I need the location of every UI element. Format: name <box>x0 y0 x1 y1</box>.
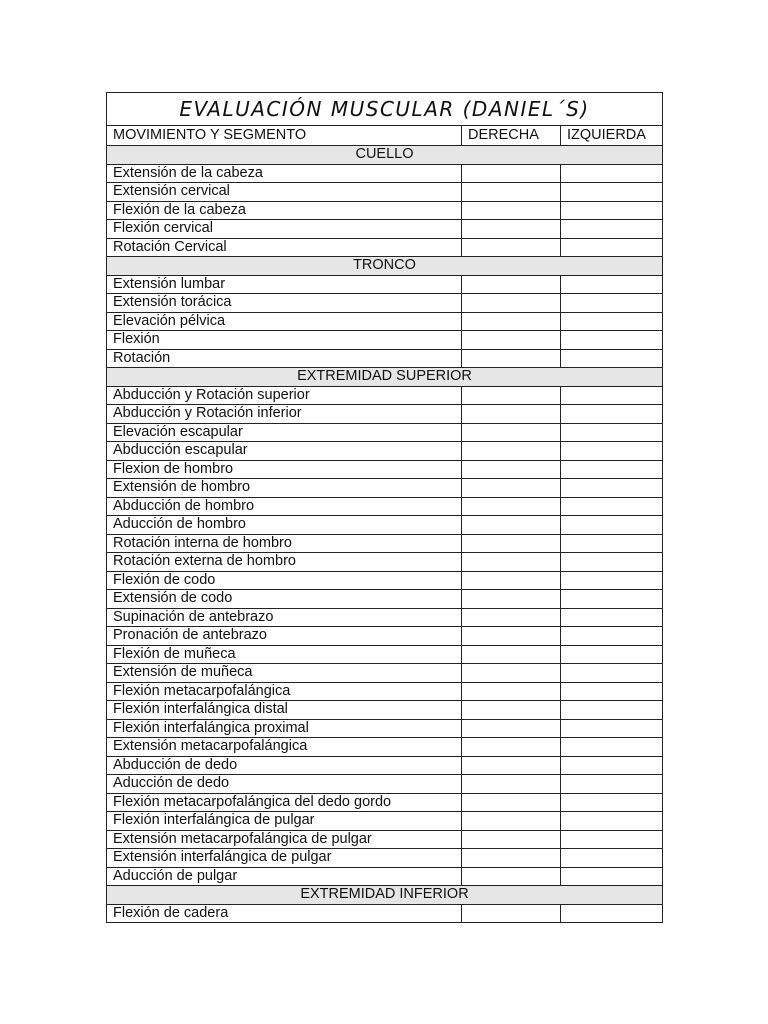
movement-label: Rotación <box>107 349 462 368</box>
table-row <box>107 201 663 220</box>
left-score-cell[interactable] <box>561 682 663 701</box>
movement-label: Extensión de codo <box>107 590 462 609</box>
movement-label: Flexión metacarpofalángica del dedo gordo <box>107 793 462 812</box>
movement-label: Flexión <box>107 331 462 350</box>
header-right: DERECHA <box>462 126 561 146</box>
header-left: IZQUIERDA <box>561 126 663 146</box>
movement-label: Elevación pélvica <box>107 312 462 331</box>
right-score-cell[interactable] <box>462 460 561 479</box>
right-score-cell[interactable] <box>462 627 561 646</box>
movement-label: Rotación externa de hombro <box>107 553 462 572</box>
table-row <box>107 904 663 923</box>
left-score-cell[interactable] <box>561 164 663 183</box>
left-score-cell[interactable] <box>561 460 663 479</box>
muscle-evaluation-table <box>106 92 663 923</box>
left-score-cell[interactable] <box>561 220 663 239</box>
right-score-cell[interactable] <box>462 220 561 239</box>
table-row <box>107 867 663 886</box>
movement-label: Supinación de antebrazo <box>107 608 462 627</box>
movement-label: Pronación de antebrazo <box>107 627 462 646</box>
right-score-cell[interactable] <box>462 682 561 701</box>
section-header: CUELLO <box>107 146 663 165</box>
table-row <box>107 516 663 535</box>
section-row-extremidad-inferior <box>107 886 663 905</box>
table-row <box>107 608 663 627</box>
right-score-cell[interactable] <box>462 738 561 757</box>
left-score-cell[interactable] <box>561 849 663 868</box>
right-score-cell[interactable] <box>462 719 561 738</box>
movement-label: Rotación interna de hombro <box>107 534 462 553</box>
movement-label: Flexión de codo <box>107 571 462 590</box>
table-row <box>107 645 663 664</box>
left-score-cell[interactable] <box>561 331 663 350</box>
movement-label: Extensión de hombro <box>107 479 462 498</box>
right-score-cell[interactable] <box>462 830 561 849</box>
left-score-cell[interactable] <box>561 275 663 294</box>
right-score-cell[interactable] <box>462 386 561 405</box>
table-row <box>107 220 663 239</box>
section-header: EXTREMIDAD SUPERIOR <box>107 368 663 387</box>
section-header: EXTREMIDAD INFERIOR <box>107 886 663 905</box>
right-score-cell[interactable] <box>462 516 561 535</box>
table-row <box>107 849 663 868</box>
right-score-cell[interactable] <box>462 812 561 831</box>
right-score-cell[interactable] <box>462 571 561 590</box>
right-score-cell[interactable] <box>462 775 561 794</box>
table-row <box>107 460 663 479</box>
right-score-cell[interactable] <box>462 183 561 202</box>
left-score-cell[interactable] <box>561 608 663 627</box>
movement-label: Abducción de dedo <box>107 756 462 775</box>
table-row <box>107 756 663 775</box>
right-score-cell[interactable] <box>462 275 561 294</box>
table-row <box>107 183 663 202</box>
right-score-cell[interactable] <box>462 331 561 350</box>
movement-label: Flexión de la cabeza <box>107 201 462 220</box>
left-score-cell[interactable] <box>561 627 663 646</box>
movement-label: Extensión metacarpofalángica de pulgar <box>107 830 462 849</box>
left-score-cell[interactable] <box>561 516 663 535</box>
table-row <box>107 830 663 849</box>
movement-label: Abducción escapular <box>107 442 462 461</box>
table-row <box>107 331 663 350</box>
movement-label: Extensión de muñeca <box>107 664 462 683</box>
table-row <box>107 553 663 572</box>
movement-label: Aducción de pulgar <box>107 867 462 886</box>
movement-label: Rotación Cervical <box>107 238 462 257</box>
table-row <box>107 479 663 498</box>
table-row <box>107 497 663 516</box>
left-score-cell[interactable] <box>561 183 663 202</box>
table-row <box>107 775 663 794</box>
table-row <box>107 701 663 720</box>
movement-label: Abducción y Rotación inferior <box>107 405 462 424</box>
table-row <box>107 738 663 757</box>
left-score-cell[interactable] <box>561 534 663 553</box>
right-score-cell[interactable] <box>462 701 561 720</box>
movement-label: Flexión interfalángica proximal <box>107 719 462 738</box>
left-score-cell[interactable] <box>561 201 663 220</box>
right-score-cell[interactable] <box>462 201 561 220</box>
left-score-cell[interactable] <box>561 405 663 424</box>
left-score-cell[interactable] <box>561 645 663 664</box>
movement-label: Extensión cervical <box>107 183 462 202</box>
movement-label: Flexión de muñeca <box>107 645 462 664</box>
left-score-cell[interactable] <box>561 719 663 738</box>
right-score-cell[interactable] <box>462 423 561 442</box>
left-score-cell[interactable] <box>561 812 663 831</box>
header-row <box>107 126 663 146</box>
table-row <box>107 312 663 331</box>
left-score-cell[interactable] <box>561 867 663 886</box>
right-score-cell[interactable] <box>462 756 561 775</box>
movement-label: Aducción de hombro <box>107 516 462 535</box>
movement-label: Flexión de cadera <box>107 904 462 923</box>
left-score-cell[interactable] <box>561 738 663 757</box>
table-row <box>107 294 663 313</box>
movement-label: Flexión interfalángica de pulgar <box>107 812 462 831</box>
section-row-cuello <box>107 146 663 165</box>
section-header: TRONCO <box>107 257 663 276</box>
right-score-cell[interactable] <box>462 164 561 183</box>
right-score-cell[interactable] <box>462 849 561 868</box>
table-row <box>107 571 663 590</box>
left-score-cell[interactable] <box>561 479 663 498</box>
movement-label: Extensión metacarpofalángica <box>107 738 462 757</box>
movement-label: Elevación escapular <box>107 423 462 442</box>
header-movement: MOVIMIENTO Y SEGMENTO <box>107 126 462 146</box>
left-score-cell[interactable] <box>561 386 663 405</box>
movement-label: Extensión lumbar <box>107 275 462 294</box>
movement-label: Flexión cervical <box>107 220 462 239</box>
table-row <box>107 164 663 183</box>
left-score-cell[interactable] <box>561 664 663 683</box>
movement-label: Flexión interfalángica distal <box>107 701 462 720</box>
left-score-cell[interactable] <box>561 294 663 313</box>
left-score-cell[interactable] <box>561 312 663 331</box>
left-score-cell[interactable] <box>561 701 663 720</box>
right-score-cell[interactable] <box>462 645 561 664</box>
table-row <box>107 590 663 609</box>
sheet-title: EVALUACIÓN MUSCULAR (DANIEL´S) <box>107 93 663 126</box>
right-score-cell[interactable] <box>462 608 561 627</box>
right-score-cell[interactable] <box>462 479 561 498</box>
table-row <box>107 812 663 831</box>
right-score-cell[interactable] <box>462 497 561 516</box>
right-score-cell[interactable] <box>462 405 561 424</box>
table-row <box>107 423 663 442</box>
movement-label: Abducción y Rotación superior <box>107 386 462 405</box>
table-row <box>107 405 663 424</box>
title-row <box>107 93 663 126</box>
movement-label: Extensión torácica <box>107 294 462 313</box>
table-row <box>107 534 663 553</box>
section-row-tronco <box>107 257 663 276</box>
section-row-extremidad-superior <box>107 368 663 387</box>
movement-label: Flexión metacarpofalángica <box>107 682 462 701</box>
table-row <box>107 664 663 683</box>
left-score-cell[interactable] <box>561 590 663 609</box>
table-row <box>107 793 663 812</box>
right-score-cell[interactable] <box>462 904 561 923</box>
movement-label: Extensión interfalángica de pulgar <box>107 849 462 868</box>
right-score-cell[interactable] <box>462 793 561 812</box>
table-row <box>107 627 663 646</box>
left-score-cell[interactable] <box>561 442 663 461</box>
left-score-cell[interactable] <box>561 793 663 812</box>
left-score-cell[interactable] <box>561 497 663 516</box>
left-score-cell[interactable] <box>561 830 663 849</box>
right-score-cell[interactable] <box>462 664 561 683</box>
left-score-cell[interactable] <box>561 423 663 442</box>
right-score-cell[interactable] <box>462 534 561 553</box>
left-score-cell[interactable] <box>561 349 663 368</box>
right-score-cell[interactable] <box>462 312 561 331</box>
right-score-cell[interactable] <box>462 442 561 461</box>
left-score-cell[interactable] <box>561 904 663 923</box>
movement-label: Flexion de hombro <box>107 460 462 479</box>
table-row <box>107 386 663 405</box>
right-score-cell[interactable] <box>462 590 561 609</box>
right-score-cell[interactable] <box>462 553 561 572</box>
table-row <box>107 719 663 738</box>
left-score-cell[interactable] <box>561 756 663 775</box>
right-score-cell[interactable] <box>462 294 561 313</box>
table-row <box>107 442 663 461</box>
table-row <box>107 238 663 257</box>
right-score-cell[interactable] <box>462 867 561 886</box>
table-row <box>107 349 663 368</box>
table-row <box>107 682 663 701</box>
movement-label: Extensión de la cabeza <box>107 164 462 183</box>
left-score-cell[interactable] <box>561 238 663 257</box>
right-score-cell[interactable] <box>462 238 561 257</box>
right-score-cell[interactable] <box>462 349 561 368</box>
movement-label: Abducción de hombro <box>107 497 462 516</box>
movement-label: Aducción de dedo <box>107 775 462 794</box>
left-score-cell[interactable] <box>561 775 663 794</box>
left-score-cell[interactable] <box>561 553 663 572</box>
table-row <box>107 275 663 294</box>
left-score-cell[interactable] <box>561 571 663 590</box>
